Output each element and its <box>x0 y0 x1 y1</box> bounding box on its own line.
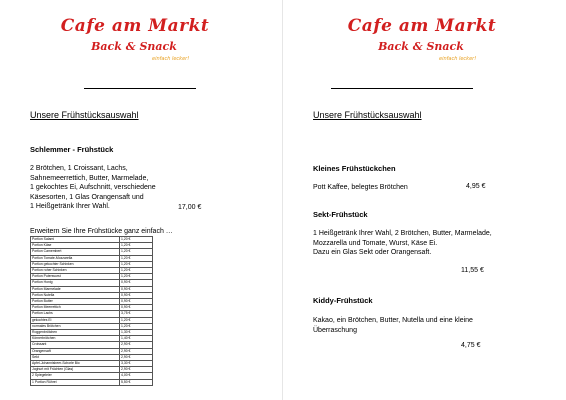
extras-row <box>31 379 153 385</box>
schlemmer-description: 2 Brötchen, 1 Croissant, Lachs, Sahnemeerrettich, Butter, Marmelade, 1 gekochtes Ei, Aufschnitt, verschiedene Käsesorten, 1 Glas Orangensaft und 1 Heißgetränk Ihrer Wahl. <box>30 165 156 210</box>
logo-line1: Cafe am Markt <box>347 16 497 36</box>
extras-item-name: Portion Meerrettich <box>31 305 120 311</box>
extras-item-name: Portion Lachs <box>31 311 120 317</box>
schlemmer-title: Schlemmer - Frühstück <box>30 145 114 154</box>
extras-item-name: Portion Butter <box>31 299 120 305</box>
logo-line2: Back & Snack <box>91 40 177 53</box>
extras-item-name: Portion Tomate-Mozzarella <box>31 255 120 261</box>
page-heading: Unsere Frühstücksauswahl <box>30 110 139 120</box>
extras-item-price: 3,30 € <box>120 361 153 367</box>
sekt-price: 11,55 € <box>461 267 484 274</box>
extras-item-name: Portion Nutella <box>31 292 120 298</box>
extras-item-name: Sekt <box>31 354 120 360</box>
kiddy-title: Kiddy-Frühstück <box>313 296 373 305</box>
extras-item-name: 2 Spiegeleier <box>31 373 120 379</box>
extras-item-price: 0,90 € <box>120 299 153 305</box>
kleines-title: Kleines Frühstückchen <box>313 164 396 173</box>
extras-item-price: 0,90 € <box>120 305 153 311</box>
extras-item-name: Portion Putenwurst <box>31 274 120 280</box>
extras-item-price: 1,20 € <box>120 268 153 274</box>
extras-item-price: 0,90 € <box>120 292 153 298</box>
kleines-price: 4,95 € <box>466 183 486 190</box>
extras-item-price: 0,90 € <box>120 286 153 292</box>
extras-item-price: 3,75 € <box>120 311 153 317</box>
extras-item-price: 1,20 € <box>120 323 153 329</box>
page-heading: Unsere Frühstücksauswahl <box>313 110 422 120</box>
menu-page-right <box>283 0 566 400</box>
kleines-description: Pott Kaffee, belegtes Brötchen <box>313 184 408 191</box>
extras-item-name: Portion Camembert <box>31 249 120 255</box>
extras-item-price: 5,50 € <box>120 379 153 385</box>
extras-item-price: 1,20 € <box>120 274 153 280</box>
extras-item-name: Roggenbrötchen <box>31 330 120 336</box>
extras-item-price: 2,90 € <box>120 342 153 348</box>
logo-line2: Back & Snack <box>378 40 464 53</box>
cafe-logo <box>347 14 497 74</box>
cafe-logo <box>60 14 210 74</box>
extras-item-name: Portion roher Schinken <box>31 268 120 274</box>
extras-item-price: 1,20 € <box>120 237 153 243</box>
extras-item-name: Apfel-Johannisbeer-Schorle Bio <box>31 361 120 367</box>
kiddy-price: 4,75 € <box>461 342 481 349</box>
extras-item-name: gekochtes Ei <box>31 317 120 323</box>
extras-item-name: 1 Portion Rührei <box>31 379 120 385</box>
extras-price-table <box>30 236 153 386</box>
kiddy-description: Kakao, ein Brötchen, Butter, Nutella und eine kleine Überraschung <box>313 317 473 334</box>
extras-item-name: Portion gekochter Schinken <box>31 261 120 267</box>
extras-item-price: 2,90 € <box>120 354 153 360</box>
extras-item-name: Croissant <box>31 342 120 348</box>
extras-item-price: 1,20 € <box>120 317 153 323</box>
extras-item-price: 0,90 € <box>120 280 153 286</box>
extras-item-name: Portion Marmelade <box>31 286 120 292</box>
logo-tagline: einfach lecker! <box>439 56 477 62</box>
extras-item-price: 1,40 € <box>120 336 153 342</box>
logo-tagline: einfach lecker! <box>152 56 190 62</box>
extras-item-name: Orangensaft <box>31 348 120 354</box>
extras-item-price: 4,00 € <box>120 373 153 379</box>
extras-item-price: 1,20 € <box>120 255 153 261</box>
extras-item-price: 1,20 € <box>120 243 153 249</box>
extras-item-price: 1,20 € <box>120 261 153 267</box>
logo-divider <box>84 88 196 89</box>
extras-intro: Erweitern Sie Ihre Frühstücke ganz einfach … <box>30 228 173 235</box>
extras-item-name: Portion Salami <box>31 237 120 243</box>
extras-item-name: Portion Käse <box>31 243 120 249</box>
extras-item-name: Joghurt mit Früchten (Glas) <box>31 367 120 373</box>
extras-item-price: 1,20 € <box>120 249 153 255</box>
sekt-title: Sekt-Frühstück <box>313 210 368 219</box>
logo-line1: Cafe am Markt <box>60 16 210 36</box>
extras-item-price: 2,90 € <box>120 348 153 354</box>
logo-divider <box>331 88 473 89</box>
extras-item-name: Körnerbrötchen <box>31 336 120 342</box>
sekt-description: 1 Heißgetränk Ihrer Wahl, 2 Brötchen, Butter, Marmelade, Mozzarella und Tomate, Wurst, Käse Ei. Dazu ein Glas Sekt oder Orangensaft. <box>313 230 492 256</box>
extras-item-name: Portion Honig <box>31 280 120 286</box>
schlemmer-price: 17,00 € <box>178 204 202 211</box>
extras-item-price: 2,90 € <box>120 367 153 373</box>
extras-item-name: normales Brötchen <box>31 323 120 329</box>
extras-item-price: 1,30 € <box>120 330 153 336</box>
